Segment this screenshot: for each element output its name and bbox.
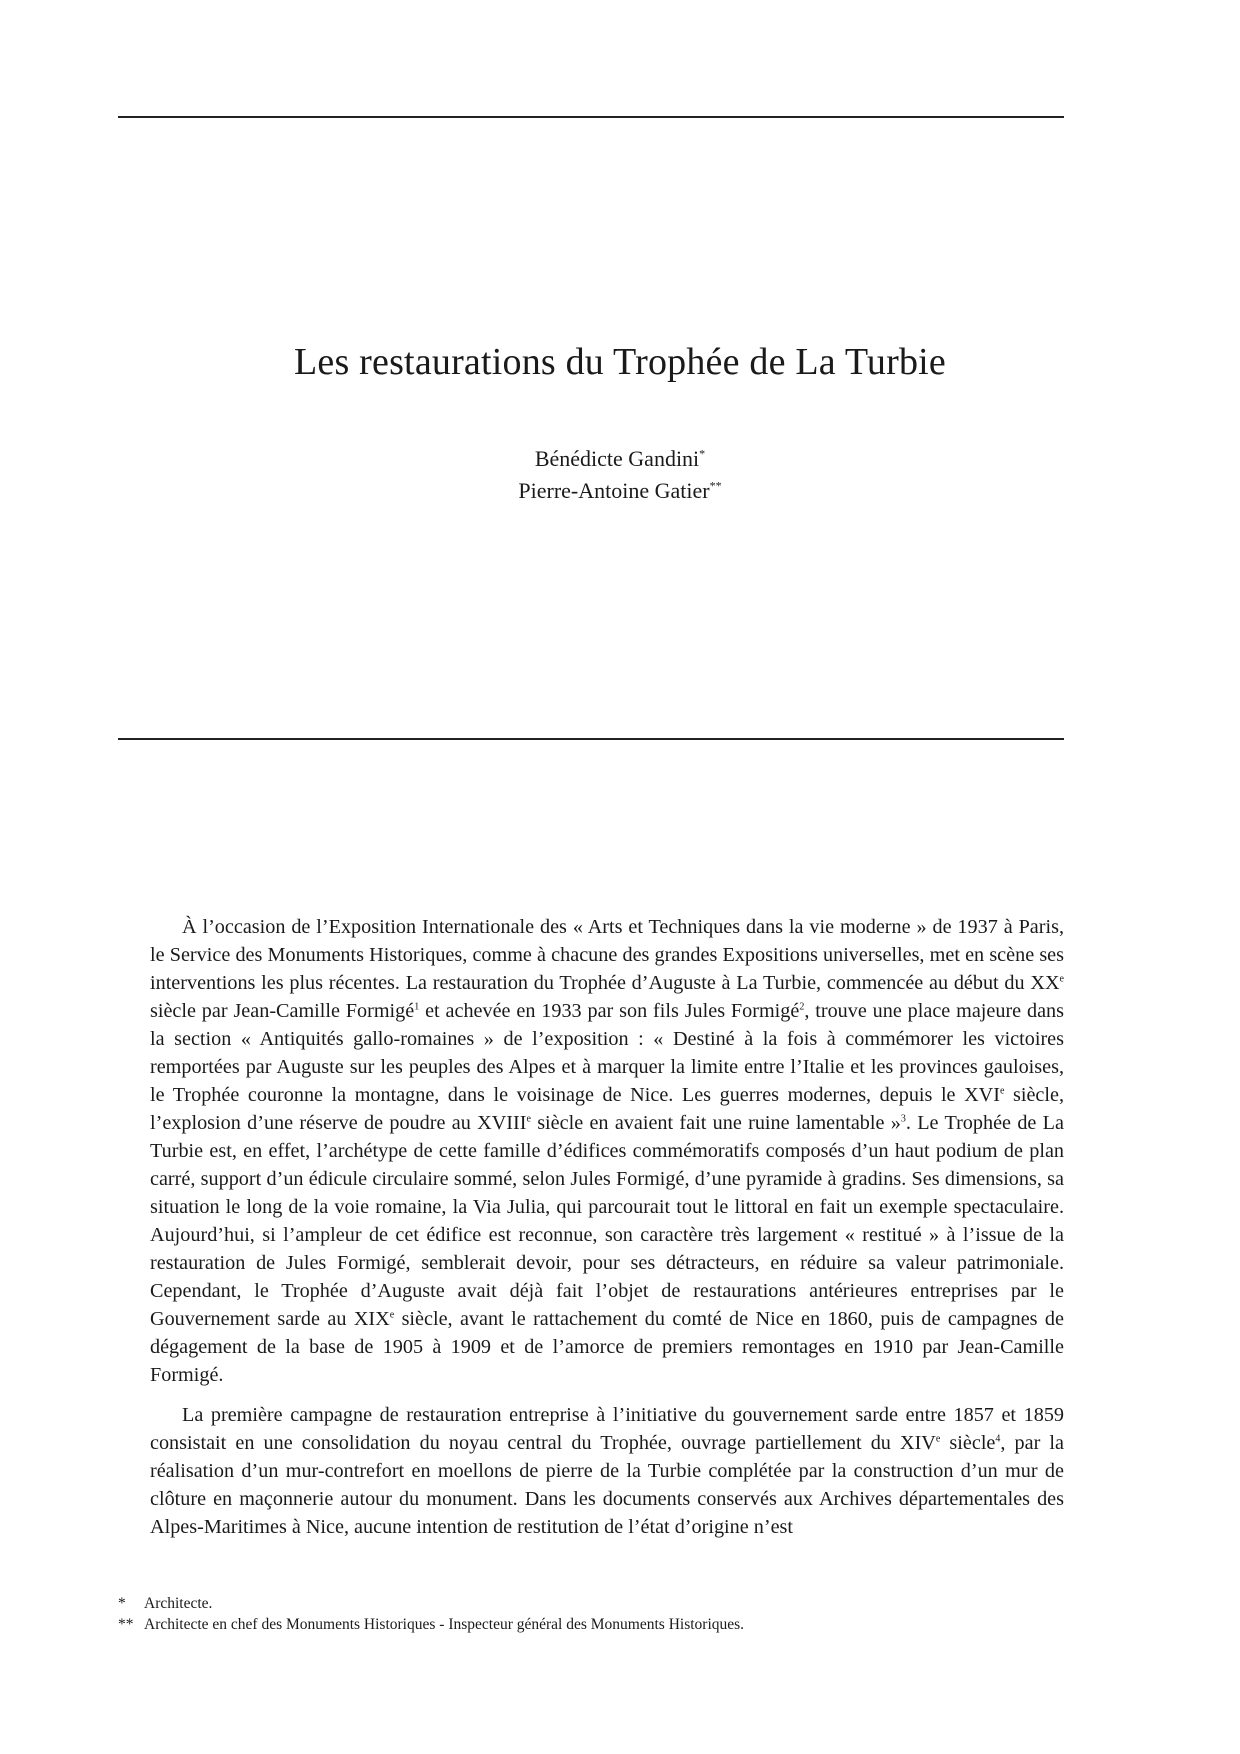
superscript-mark: e bbox=[935, 1433, 941, 1445]
text-run: , par la réalisation d’un mur-contrefort en moellons de pierre de la Turbie complétée par la construction d’un mur de clôture en maçonnerie autour du monument. Dans les documents conservés aux Archives départementales des Alpes-Maritimes à Nice, aucune intention de restitution de l’état d’origine n’est bbox=[150, 1432, 1064, 1538]
superscript-mark: e bbox=[389, 1309, 395, 1321]
footnotes bbox=[118, 1593, 1064, 1635]
footnote bbox=[118, 1614, 1064, 1635]
body-text bbox=[150, 913, 1064, 1541]
footnote bbox=[118, 1593, 1064, 1614]
text-run: siècle, avant le rattachement du comté de Nice en 1860, puis de campagnes de dégagement de la base de 1905 à 1909 et de l’amorce de premiers remontages en 1910 par Jean-Camille Formigé. bbox=[150, 1308, 1064, 1386]
author-name: Bénédicte Gandini bbox=[534, 446, 700, 471]
body-paragraph bbox=[150, 1401, 1064, 1541]
superscript-mark: e bbox=[999, 1085, 1005, 1097]
footnote-mark: ** bbox=[118, 1616, 134, 1633]
body-paragraph bbox=[150, 913, 1064, 1389]
author-1 bbox=[0, 446, 1240, 472]
superscript-mark: 4 bbox=[995, 1433, 1001, 1445]
text-run: siècle, l’explosion d’une réserve de poudre au XVIII bbox=[150, 1084, 1064, 1134]
author-mark: ** bbox=[709, 478, 722, 493]
text-run: siècle en avaient fait une ruine lamentable » bbox=[530, 1112, 901, 1134]
text-run: . Le Trophée de La Turbie est, en effet, l’archétype de cette famille d’édifices commémoratifs composés d’un haut podium de plan carré, support d’un édicule circulaire sommé, selon Jules Formigé, d’une pyramide à gradins. Ses dimensions, sa situation le long de la voie romaine, la Via Julia, qui parcourait tout le littoral en fait un exemple spectaculaire. Aujourd’hui, si l’ampleur de cet édifice est reconnue, son caractère très largement « restitué » à l’issue de la restauration de Jules Formigé, semblerait devoir, pour ses détracteurs, en réduire sa valeur patrimoniale. Cependant, le Trophée d’Auguste avait déjà fait l’objet de restaurations antérieures entreprises par le Gouvernement sarde au XIX bbox=[150, 1112, 1064, 1330]
text-run: À l’occasion de l’Exposition Internationale des « Arts et Techniques dans la vie moderne » de 1937 à Paris, le Service des Monuments Historiques, comme à chacune des grandes Expositions universelles, met en scène ses interventions les plus récentes. La restauration du Trophée d’Auguste à La Turbie, commencée au début du XX bbox=[150, 916, 1064, 994]
text-run: siècle bbox=[940, 1432, 996, 1454]
text-run: , trouve une place majeure dans la section « Antiquités gallo-romaines » de l’exposition : « Destiné à la fois à commémorer les victoires remportées par Auguste sur les peuples des Alpes et à marquer la limite entre l’Italie et les provinces gauloises, le Trophée couronne la montagne, dans le voisinage de Nice. Les guerres modernes, depuis le XVI bbox=[150, 1000, 1064, 1106]
text-run: La première campagne de restauration entreprise à l’initiative du gouvernement sarde entre 1857 et 1859 consistait en une consolidation du noyau central du Trophée, ouvrage partiellement du XIV bbox=[150, 1404, 1064, 1454]
superscript-mark: e bbox=[526, 1113, 531, 1125]
footnote-text: Architecte. bbox=[144, 1595, 213, 1612]
top-rule bbox=[118, 116, 1064, 118]
author-name: Pierre-Antoine Gatier bbox=[518, 478, 710, 503]
superscript-mark: e bbox=[1059, 973, 1064, 985]
superscript-mark: 2 bbox=[799, 1001, 805, 1013]
footnote-text: Architecte en chef des Monuments Historiques - Inspecteur général des Monuments Historiques. bbox=[144, 1616, 745, 1633]
superscript-mark: 1 bbox=[414, 1001, 420, 1013]
text-run: et achevée en 1933 par son fils Jules Formigé bbox=[419, 1000, 800, 1022]
text-run: siècle par Jean-Camille Formigé bbox=[150, 1000, 415, 1022]
footnote-mark: * bbox=[118, 1595, 126, 1612]
article-title: Les restaurations du Trophée de La Turbie bbox=[293, 341, 946, 383]
section-rule bbox=[118, 738, 1064, 740]
superscript-mark: 3 bbox=[900, 1113, 906, 1125]
author-2 bbox=[0, 478, 1240, 504]
author-mark: * bbox=[699, 446, 706, 461]
